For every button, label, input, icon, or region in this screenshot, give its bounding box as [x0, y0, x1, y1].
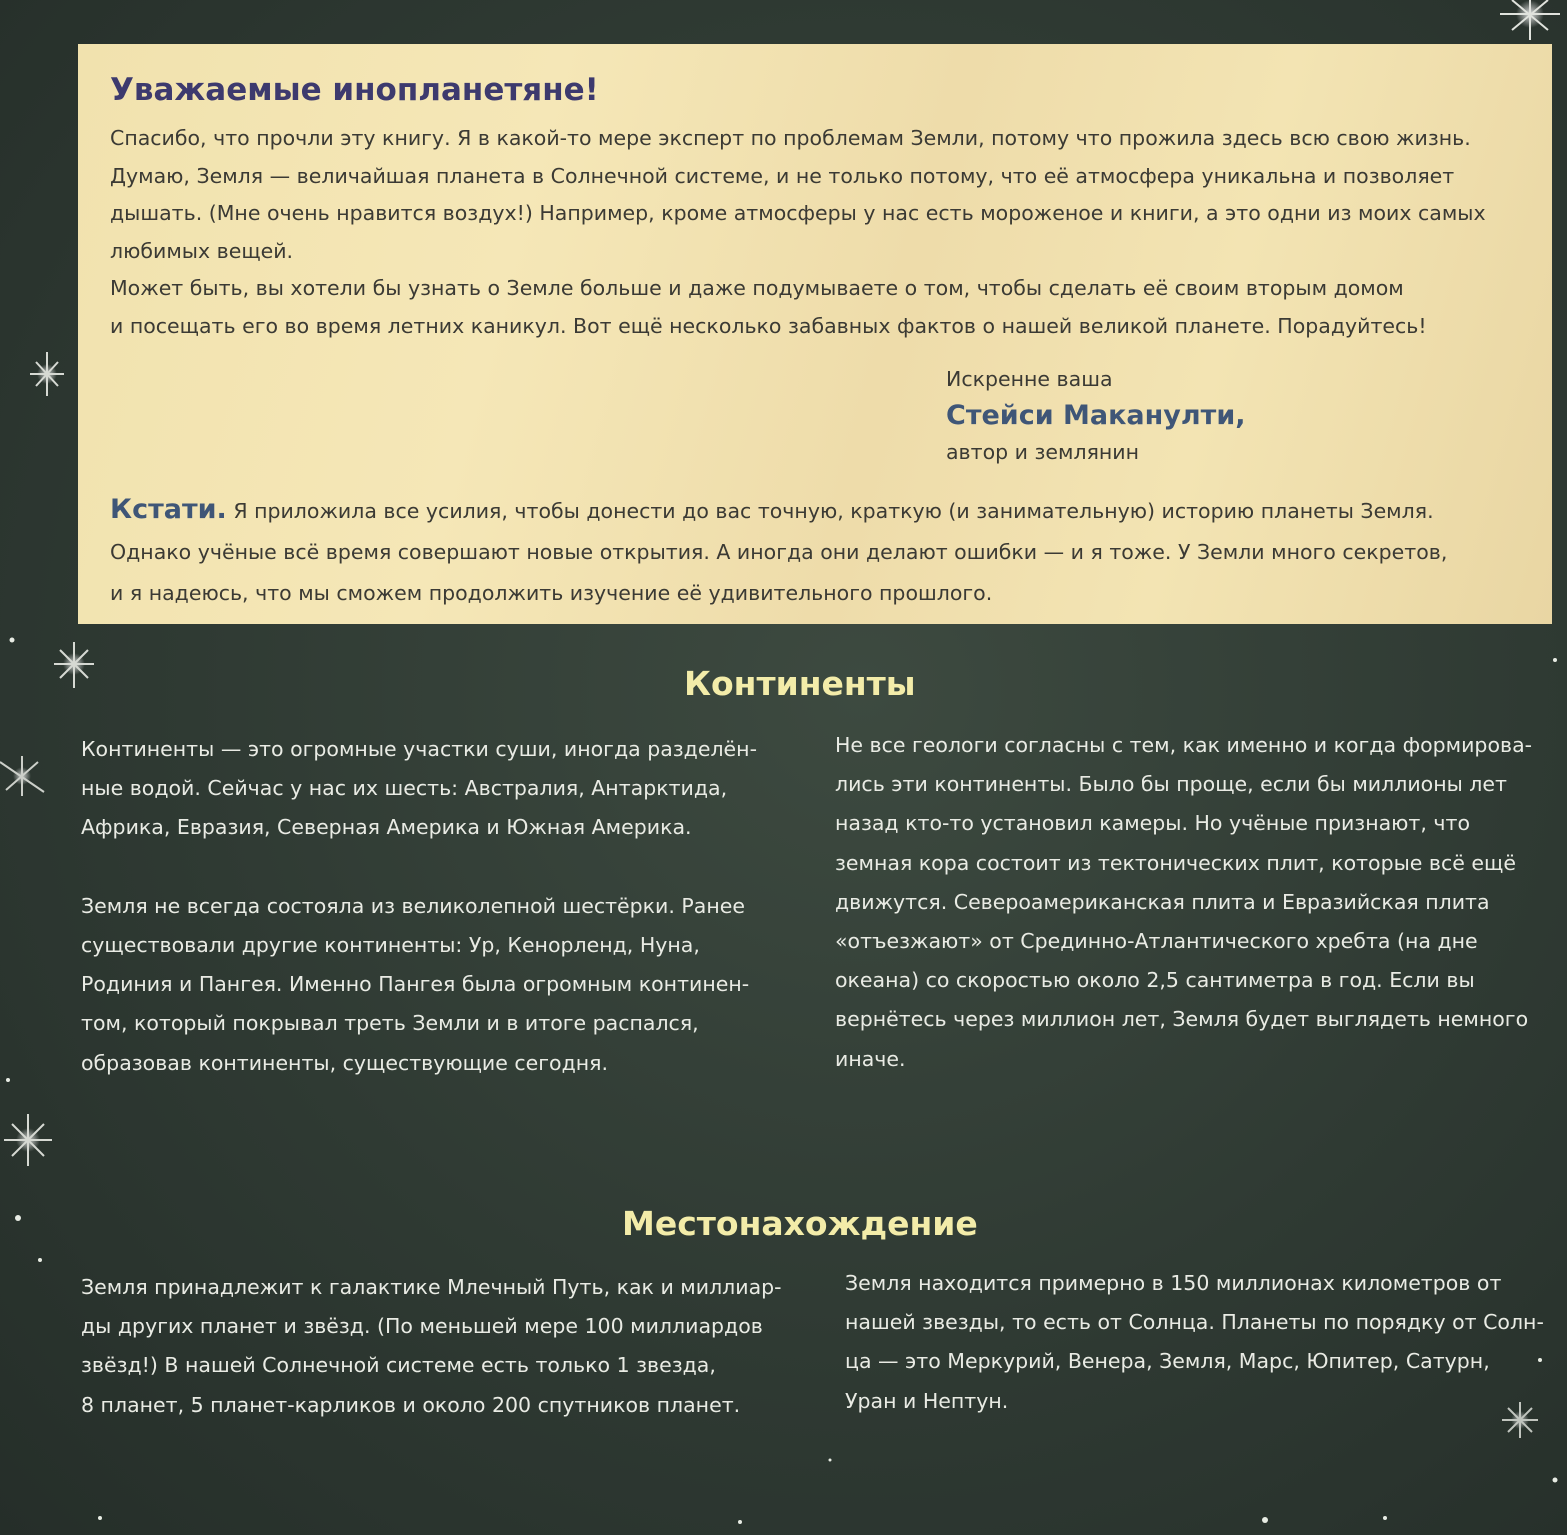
location-left-column	[81, 1268, 782, 1425]
text-line: Земля не всегда состояла из великолепной шестёрки. Ранее	[81, 893, 745, 918]
postscript-line: Однако учёные всё время совершают новые открытия. А иногда они делают ошибки — и я тоже. У Земли много секретов,	[110, 540, 1448, 564]
text-line: Континенты — это огромные участки суши, иногда разделён-	[81, 737, 757, 761]
text-line: том, который покрывал треть Земли и в итоге распался,	[81, 1011, 699, 1036]
text-line: лись эти континенты. Было бы проще, если бы миллионы лет	[835, 772, 1507, 797]
text-line: Не все геологи согласны с тем, как именно и когда формирова-	[835, 733, 1533, 757]
text-line: Земля принадлежит к галактике Млечный Путь, как и миллиар-	[81, 1275, 782, 1299]
text-line: образовав континенты, существующие сегодня.	[81, 1050, 609, 1075]
text-line: Родиния и Пангея. Именно Пангея была огромным континен-	[81, 972, 750, 997]
continents-title: Континенты	[684, 664, 916, 703]
star-icon	[4, 1114, 52, 1166]
star-icon	[30, 352, 64, 396]
continents-left-column	[81, 730, 757, 1083]
letter-line: Думаю, Земля — величайшая планета в Солнечной системе, и не только потому, что её атмосфера уникальна и позволяет	[110, 163, 1455, 188]
postscript-line: и я надеюсь, что мы сможем продолжить изучение её удивительного прошлого.	[110, 581, 993, 605]
postscript	[110, 489, 1526, 614]
text-line: нашей звезды, то есть от Солнца. Планеты по порядку от Солн-	[845, 1310, 1544, 1335]
text-line: вернётесь через миллион лет, Земля будет выглядеть немного	[835, 1007, 1529, 1032]
continents-right-column	[835, 726, 1532, 1079]
text-line: назад кто-то установил камеры. Но учёные признают, что	[835, 811, 1470, 836]
letter-greeting: Уважаемые инопланетяне!	[110, 72, 599, 108]
signature-author: Стейси Маканулти,	[946, 400, 1246, 431]
star-icon	[54, 642, 94, 688]
signature-role: автор и землянин	[946, 440, 1140, 464]
text-line: ды других планет и звёзд. (По меньшей мере 100 миллиардов	[81, 1314, 763, 1339]
postscript-line: Я приложила все усилия, чтобы донести до вас точную, краткую (и занимательную) историю планеты Земля.	[233, 499, 1434, 523]
text-line: ца — это Меркурий, Венера, Земля, Марс, Юпитер, Сатурн,	[845, 1349, 1490, 1374]
paragraph-gap	[81, 848, 757, 887]
letter-line: любимых вещей.	[110, 238, 294, 263]
letter-line: дышать. (Мне очень нравится воздух!) Например, кроме атмосферы у нас есть мороженое и книги, а это одни из моих самых	[110, 201, 1486, 225]
letter-line: Спасибо, что прочли эту книгу. Я в какой-то мере эксперт по проблемам Земли, потому что прожила здесь всю свою жизнь.	[110, 126, 1471, 150]
location-right-column	[845, 1264, 1544, 1421]
text-line: иначе.	[835, 1046, 906, 1071]
letter-line: и посещать его во время летних каникул. Вот ещё несколько забавных фактов о нашей великой планете. Порадуйтесь!	[110, 313, 1427, 338]
text-line: океана) со скоростью около 2,5 сантиметра в год. Если вы	[835, 968, 1475, 993]
letter-panel	[78, 44, 1552, 624]
signature-closing: Искренне ваша	[946, 367, 1113, 391]
postscript-label: Кстати.	[110, 494, 227, 525]
text-line: 8 планет, 5 планет-карликов и около 200 спутников планет.	[81, 1392, 741, 1417]
text-line: Уран и Нептун.	[845, 1388, 1009, 1413]
letter-line: Может быть, вы хотели бы узнать о Земле больше и даже подумываете о том, чтобы сделать её своим вторым домом	[110, 276, 1404, 300]
text-line: звёзд!) В нашей Солнечной системе есть только 1 звезда,	[81, 1353, 716, 1378]
star-icon	[1500, 0, 1560, 40]
star-icon	[0, 756, 44, 796]
text-line: Земля находится примерно в 150 миллионах километров от	[845, 1271, 1502, 1295]
location-title: Местонахождение	[622, 1204, 978, 1243]
text-line: ные водой. Сейчас у нас их шесть: Австралия, Антарктида,	[81, 776, 728, 801]
text-line: движутся. Североамериканская плита и Евразийская плита	[835, 889, 1490, 914]
text-line: существовали другие континенты: Ур, Кенорленд, Нуна,	[81, 933, 700, 957]
text-line: «отъезжают» от Срединно-Атлантического хребта (на дне	[835, 929, 1478, 954]
text-line: земная кора состоит из тектонических плит, которые всё ещё	[835, 850, 1516, 875]
text-line: Африка, Евразия, Северная Америка и Южная Америка.	[81, 815, 692, 840]
signature-block	[946, 361, 1526, 471]
